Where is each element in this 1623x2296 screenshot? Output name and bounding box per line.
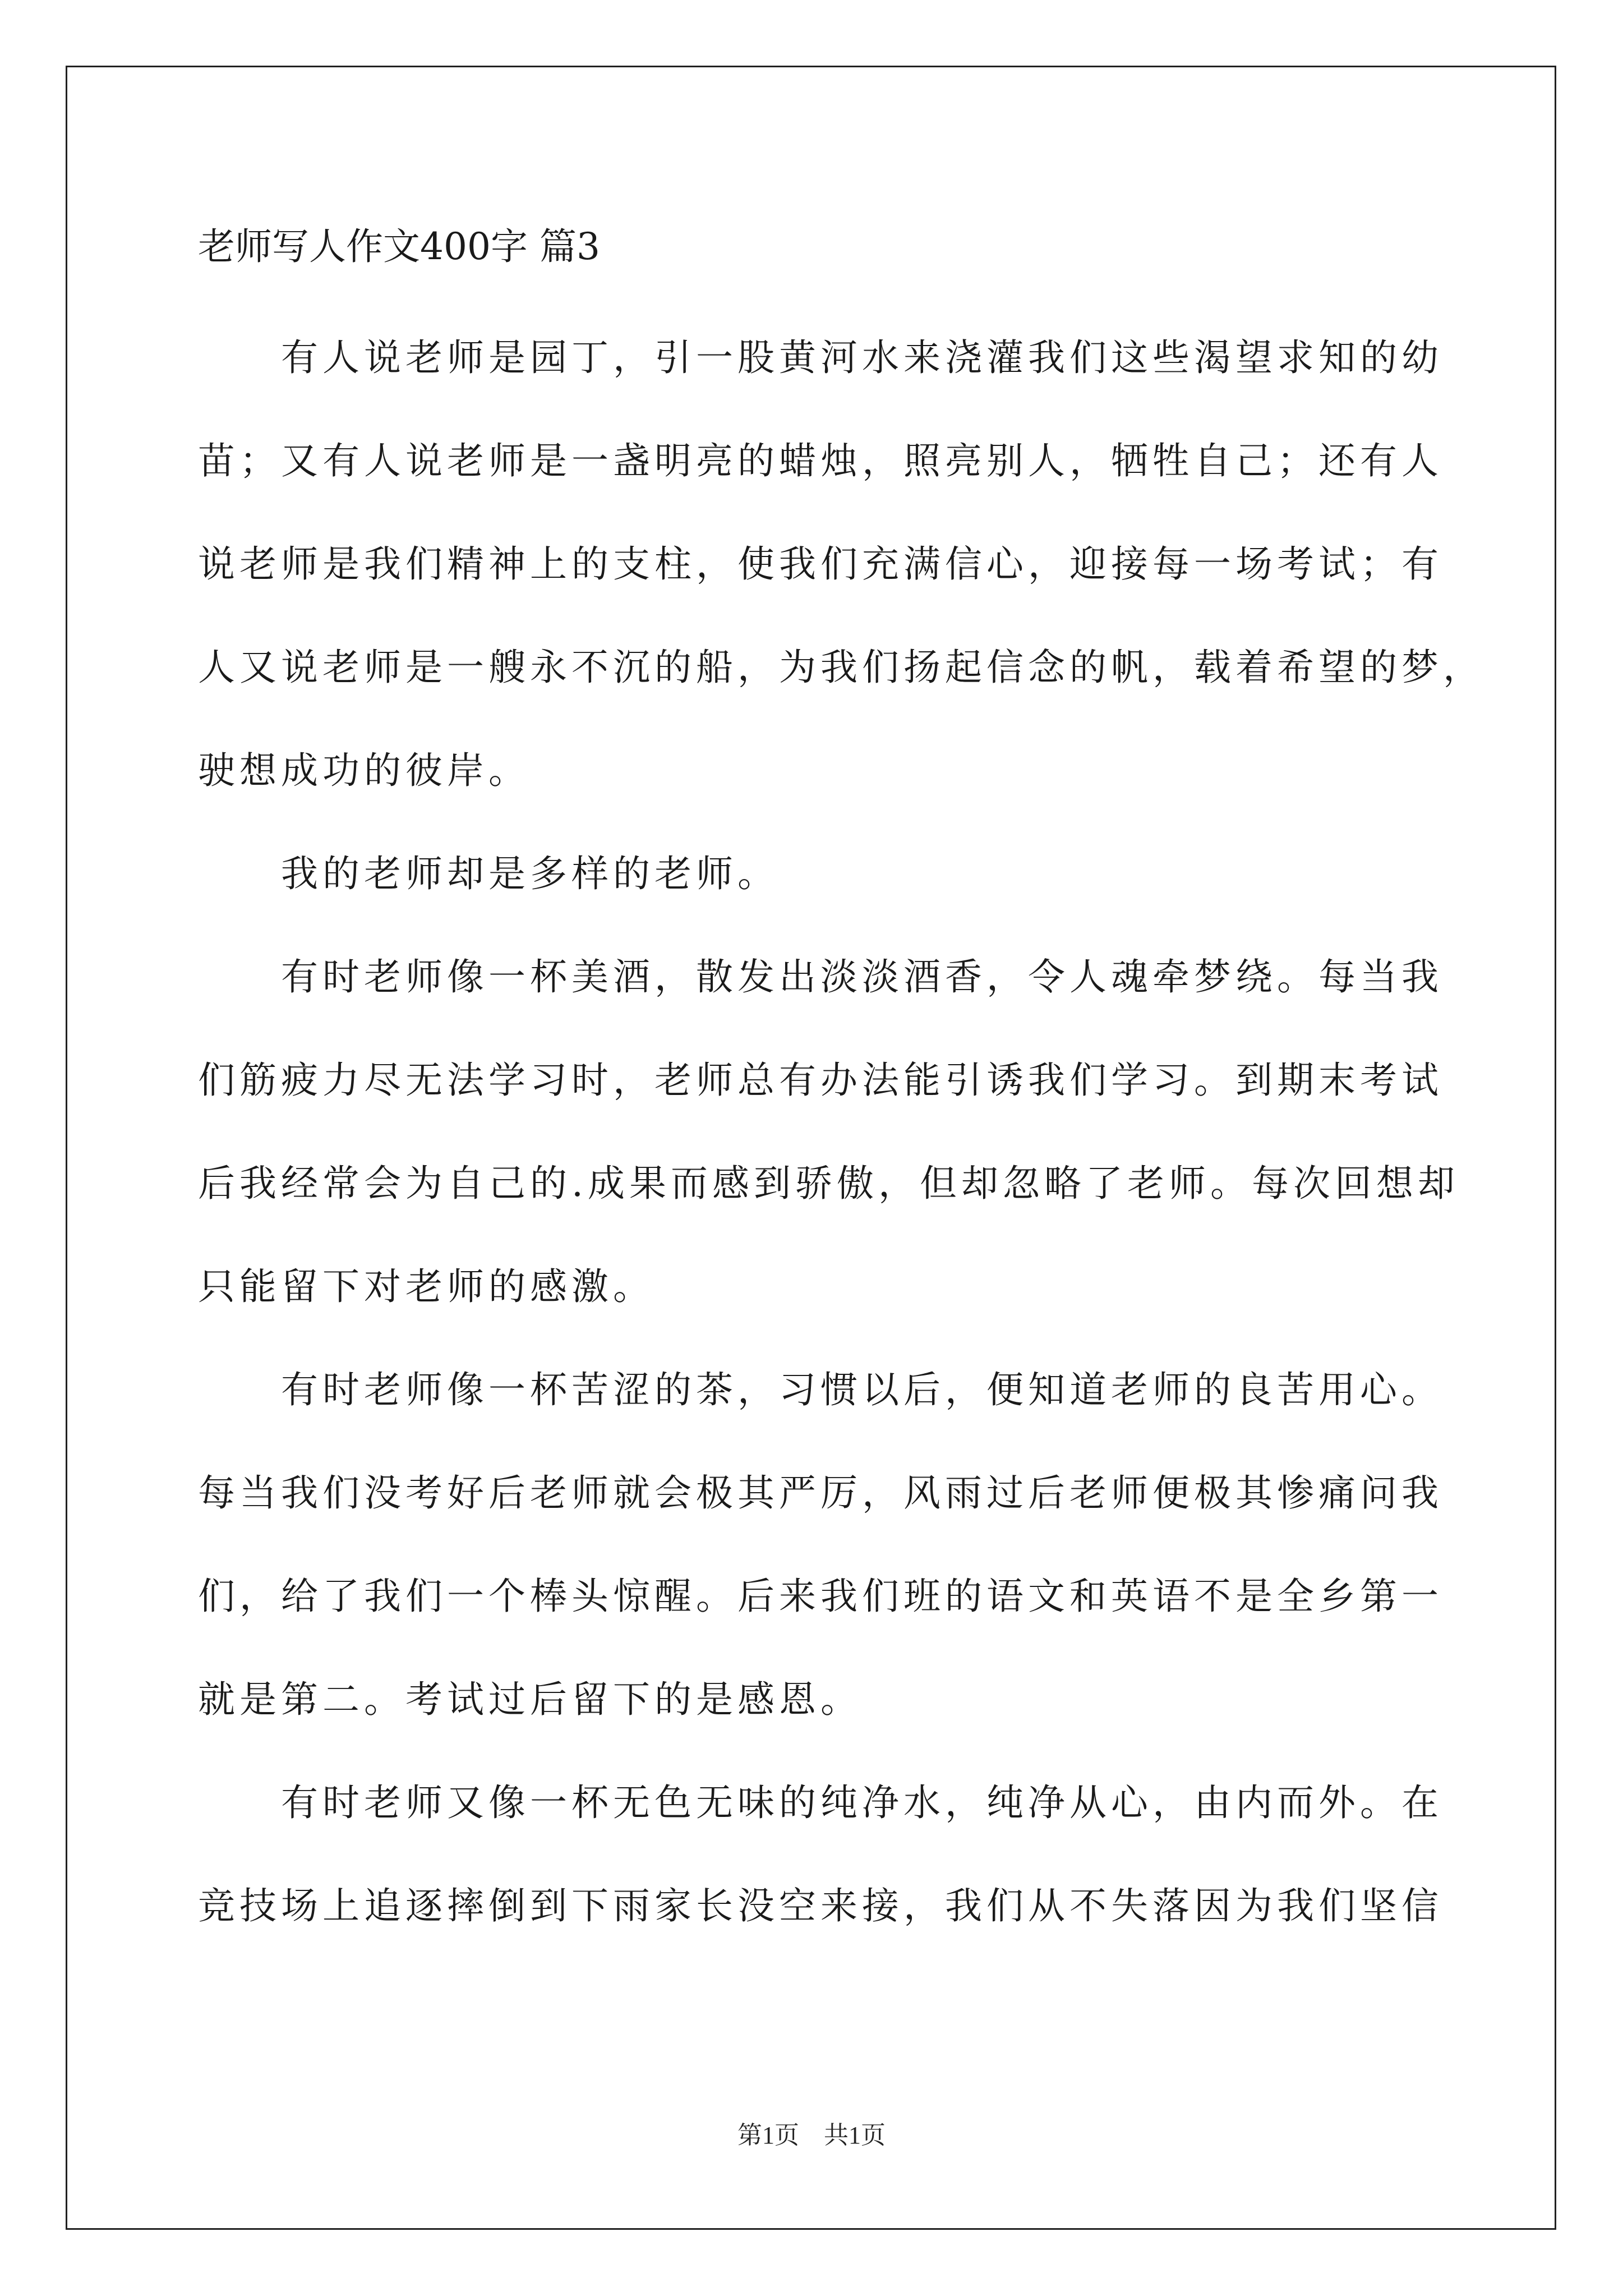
paragraph-3 [198,926,1459,1338]
text-line: 只能留下对老师的感激。 [198,1265,654,1308]
text-line: 竞技场上追逐摔倒到下雨家长没空来接，我们从不失落因为我们坚信 [198,1884,1443,1927]
text-line: 人又说老师是一艘永不沉的船，为我们扬起信念的帆，载着希望的梦， [198,646,1484,689]
text-line: 我的老师却是多样的老师。 [281,852,779,895]
text-line: 有时老师又像一杯无色无味的纯净水，纯净从心，由内而外。在 [281,1781,1443,1824]
text-line: 有时老师像一杯苦涩的茶，习惯以后，便知道老师的良苦用心。 [281,1368,1443,1411]
text-line: 有时老师像一杯美酒，散发出淡淡酒香，令人魂牵梦绕。每当我 [281,955,1443,999]
text-line: 们，给了我们一个棒头惊醒。后来我们班的语文和英语不是全乡第一 [198,1575,1443,1618]
text-line: 说老师是我们精神上的支柱，使我们充满信心，迎接每一场考试；有 [198,542,1443,586]
text-line: 苗；又有人说老师是一盏明亮的蜡烛，照亮别人，牺牲自己；还有人 [198,439,1443,482]
page-footer: 第1页 共1页 [737,2122,886,2149]
text-line: 每当我们没考好后老师就会极其严厉，风雨过后老师便极其惨痛问我 [198,1471,1443,1515]
paragraph-1 [198,306,1484,822]
text-line: 就是第二。考试过后留下的是感恩。 [198,1678,862,1721]
text-line: 有人说老师是园丁，引一股黄河水来浇灌我们这些渴望求知的幼 [281,336,1443,379]
text-line: 驶想成功的彼岸。 [198,749,530,792]
document-body [198,213,1484,1958]
paragraph-5 [198,1751,1443,1958]
paragraph-4 [198,1338,1443,1751]
document-title: 老师写人作文400字 篇3 [198,225,600,268]
text-line: 们筋疲力尽无法学习时，老师总有办法能引诱我们学习。到期末考试 [198,1059,1443,1102]
paragraph-2 [198,822,1432,926]
text-line: 后我经常会为自己的.成果而感到骄傲，但却忽略了老师。每次回想却 [198,1162,1459,1205]
